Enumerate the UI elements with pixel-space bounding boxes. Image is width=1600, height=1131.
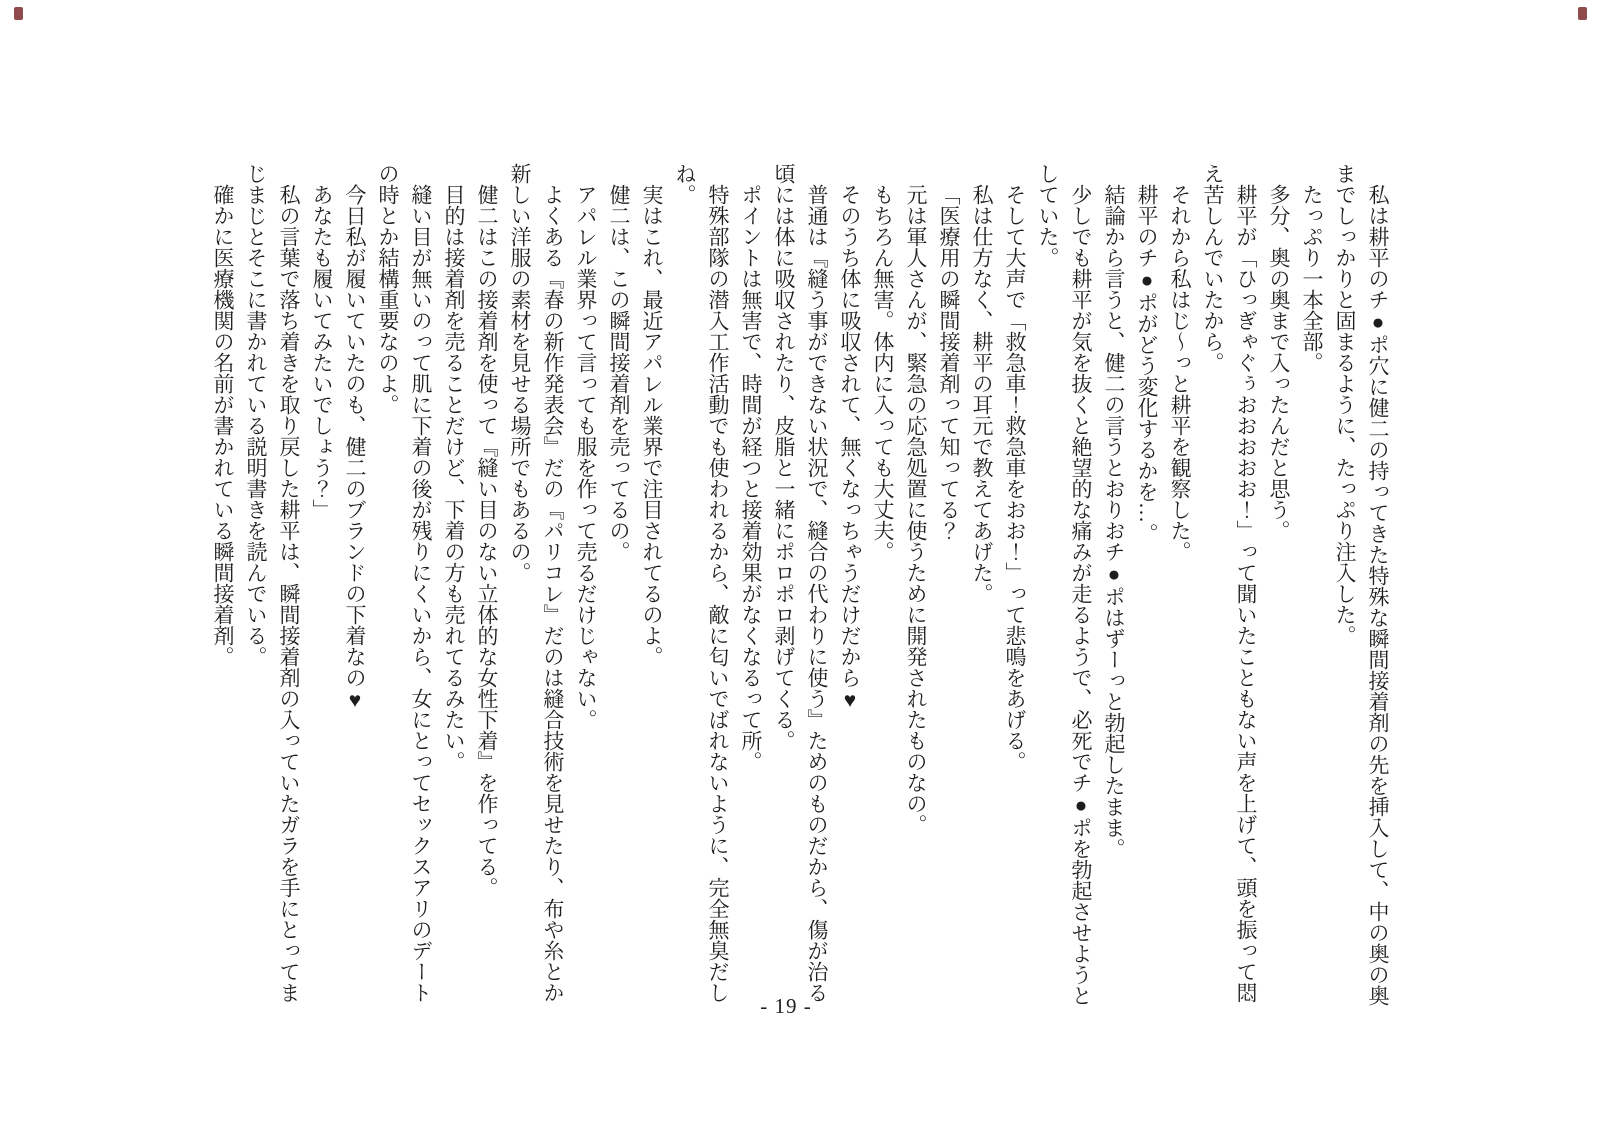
text-line: 耕平が「ひっぎゃぐぅおおおおお！」って聞いたこともない声を上げて、頭を振って悶 xyxy=(1234,184,1258,1003)
scan-artifact-top-left xyxy=(14,7,23,20)
text-line: 普通は『縫う事ができない状況で、縫合の代わりに使う』ためのものだから、傷が治る xyxy=(805,184,829,1003)
text-line: 実はこれ、最近アパレル業界で注目されてるのよ。 xyxy=(640,184,664,667)
text-line: 新しい洋服の素材を見せる場所でもあるの。 xyxy=(508,163,532,583)
text-line: までしっかりと固まるように、たっぷり注入した。 xyxy=(1333,163,1357,646)
text-line: それから私はじ〜っと耕平を観察した。 xyxy=(1168,184,1192,562)
text-line: 私の言葉で落ち着きを取り戻した耕平は、瞬間接着剤の入っていたガラを手にとってま xyxy=(277,184,301,1003)
text-line: よくある『春の新作発表会』だの『パリコレ』だのは縫合技術を見せたり、布や糸とか xyxy=(541,184,565,1003)
text-line: 確かに医療機関の名前が書かれている瞬間接着剤。 xyxy=(211,184,235,667)
text-line: たっぷり一本全部。 xyxy=(1300,184,1324,373)
text-line: 目的は接着剤を売ることだけど、下着の方も売れてるみたい。 xyxy=(442,184,466,772)
text-line: していた。 xyxy=(1036,163,1060,268)
text-line: 私は仕方なく、耕平の耳元で教えてあげた。 xyxy=(970,184,994,604)
text-line: 「医療用の瞬間接着剤って知ってる？ xyxy=(937,184,961,541)
text-line: 私は耕平のチ●ポ穴に健二の持ってきた特殊な瞬間接着剤の先を挿入して、中の奥の奥 xyxy=(1366,184,1390,1006)
scan-artifact-top-right xyxy=(1578,7,1587,20)
text-line: 多分、奥の奥まで入ったんだと思う。 xyxy=(1267,184,1291,541)
text-line: 結論から言うと、健二の言うとおりおチ●ポはずーっと勃起したまま。 xyxy=(1102,184,1126,859)
text-line: 少しでも耕平が気を抜くと絶望的な痛みが走るようで、必死でチ●ポを勃起させようと xyxy=(1069,184,1093,1006)
text-line: 今日私が履いていたのも、健二のブランドの下着なの♥ xyxy=(343,184,367,712)
text-line: 縫い目が無いのって肌に下着の後が残りにくいから、女にとってセックスアリのデート xyxy=(409,184,433,1003)
text-line: アパレル業界って言っても服を作って売るだけじゃない。 xyxy=(574,184,598,730)
text-line: そのうち体に吸収されて、無くなっちゃうだけだから♥ xyxy=(838,184,862,712)
page-number: - 19 - xyxy=(760,994,812,1018)
text-line: ね。 xyxy=(673,163,697,205)
text-line: の時とか結構重要なのよ。 xyxy=(376,163,400,415)
vertical-text-body xyxy=(206,163,1394,1019)
text-line: 特殊部隊の潜入工作活動でも使われるから、敵に匂いでばれないように、完全無臭だし xyxy=(706,184,730,1003)
text-line: ポイントは無害で、時間が経つと接着効果がなくなるって所。 xyxy=(739,184,763,772)
text-line: もちろん無害。体内に入っても大丈夫。 xyxy=(871,184,895,562)
text-line: あなたも履いてみたいでしょう？」 xyxy=(310,184,334,520)
text-line: 耕平のチ●ポがどう変化するかを…。 xyxy=(1135,184,1159,544)
text-line: そして大声で「救急車！救急車をおお！」って悲鳴をあげる。 xyxy=(1003,184,1027,772)
text-line: え苦しんでいたから。 xyxy=(1201,163,1225,373)
text-line: 頃には体に吸収されたり、皮脂と一緒にポロポロ剥げてくる。 xyxy=(772,163,796,751)
text-line: 元は軍人さんが、緊急の応急処置に使うために開発されたものなの。 xyxy=(904,184,928,835)
text-line: 健二はこの接着剤を使って『縫い目のない立体的な女性下着』を作ってる。 xyxy=(475,184,499,898)
text-line: 健二は、この瞬間接着剤を売ってるの。 xyxy=(607,184,631,562)
text-line: じまじとそこに書かれている説明書きを読んでいる。 xyxy=(244,163,268,667)
